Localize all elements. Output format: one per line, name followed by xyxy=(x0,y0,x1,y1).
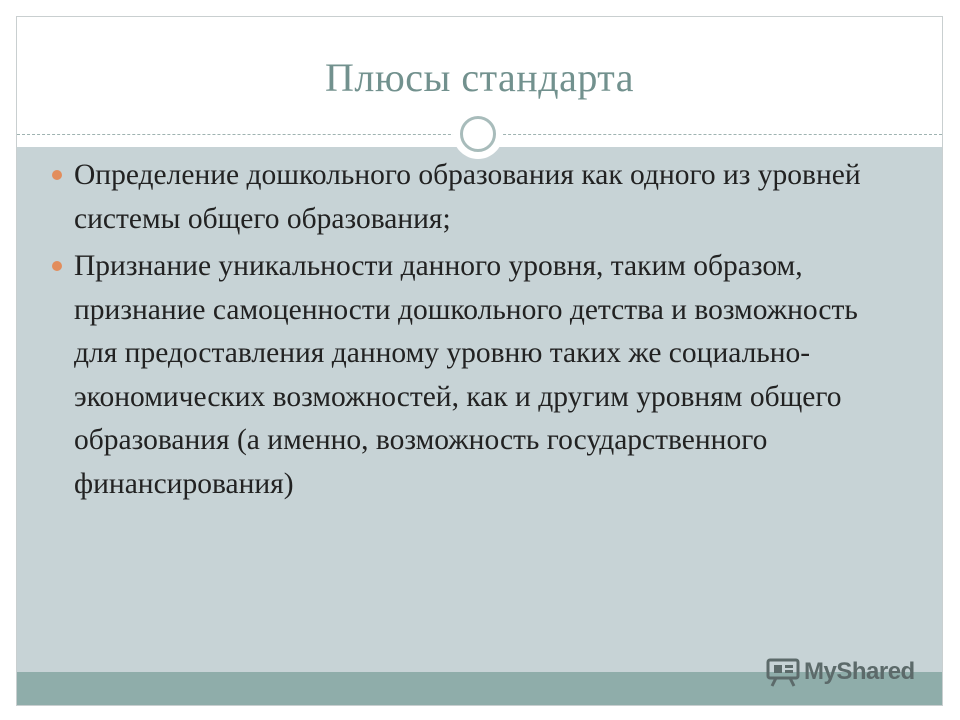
watermark xyxy=(766,654,915,690)
bullet-dot-icon xyxy=(52,170,62,180)
bullet-dot-icon xyxy=(52,261,62,271)
bullet-text: Признание уникальности данного уровня, таким образом, признание самоценности дошкольного детства и возможность для предоставления данному уровню таких же социально-экономических возможностей, как и другим уровням общего образования (а именно, возможность государственного финансирования) xyxy=(74,250,858,500)
bullet-item xyxy=(52,154,892,241)
bullet-item xyxy=(52,245,892,506)
ring-ornament-icon xyxy=(453,109,503,159)
watermark-text: MyShared xyxy=(804,658,915,685)
presentation-board-icon xyxy=(766,657,800,687)
ring-inner xyxy=(460,116,496,152)
bullet-text: Определение дошкольного образования как одного из уровней системы общего образования; xyxy=(74,159,861,235)
slide-title: Плюсы стандарта xyxy=(324,54,635,100)
bullet-list xyxy=(52,154,892,510)
